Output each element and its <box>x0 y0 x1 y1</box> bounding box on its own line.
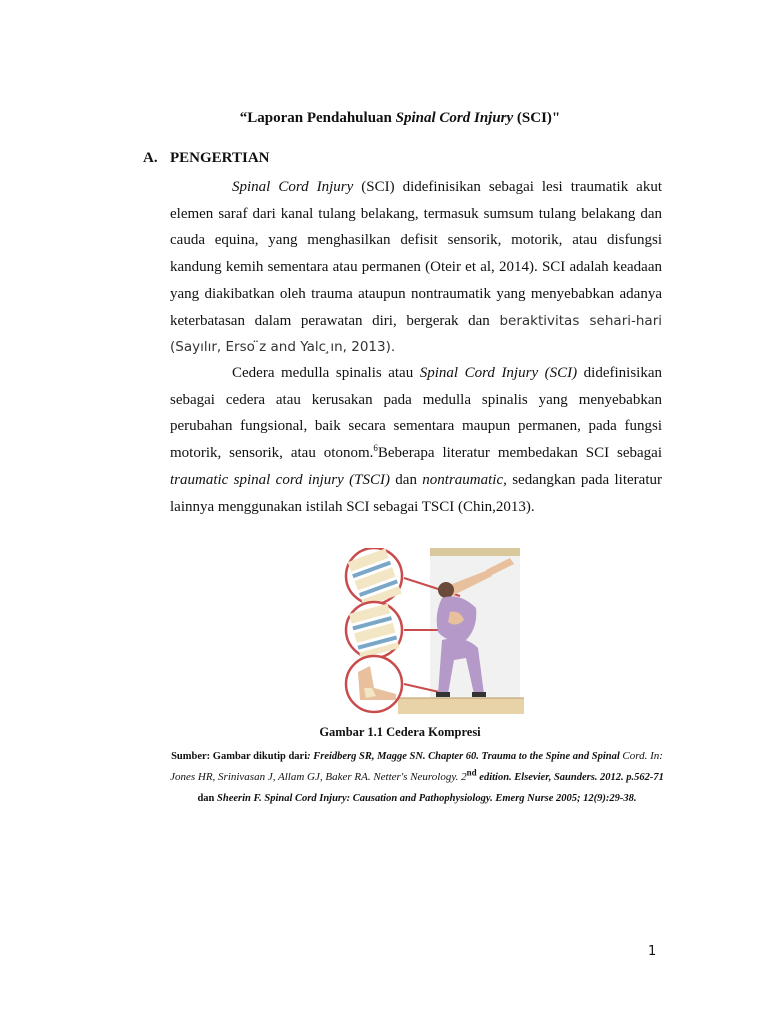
section-title: PENGERTIAN <box>170 150 270 166</box>
figure-source <box>168 746 666 809</box>
p2-text-b: didefinisikan sebagai cedera atau kerusakan pada medulla spinalis yang menyebabkan perubahan fungsional, baik secara sementara maupun permanen, pada fungsi motorik, sensorik, atau otonom. <box>170 365 662 462</box>
foot-circle-bottom <box>346 656 402 712</box>
page-number: 1 <box>648 944 657 959</box>
source-ref-1b: Cord. In: Jones HR, Srinivasan J, Allam GJ, Baker RA. Netter's Neurology. 2 <box>170 750 663 783</box>
title-text: “Laporan Pendahuluan <box>239 110 396 126</box>
p2-italic-tsci: traumatic spinal cord injury (TSCI) <box>170 471 390 488</box>
edition-superscript: nd <box>466 767 477 778</box>
floor <box>398 698 524 714</box>
footnote-ref: 6 <box>373 443 378 454</box>
source-ref-1c: edition. Elsevier, Saunders. 2012. p.562-71 <box>476 772 664 783</box>
source-label: Sumber: Gambar dikutip dari <box>171 751 308 762</box>
p1-citation: beraktivitas sehari-hari (Sayılır, Erso ̈z and Yalc ̧ın, 2013). <box>170 312 662 356</box>
source-connector: dan <box>197 793 218 804</box>
p2-italic-nontraumatic: nontraumatic <box>422 471 504 488</box>
source-ref-1a: : Freidberg SR, Magge SN. Chapter 60. Trauma to the Spine and Spinal <box>307 751 623 762</box>
figure-caption: Gambar 1.1 Cedera Kompresi <box>319 725 481 739</box>
vertebra-circle-middle <box>346 602 402 658</box>
title-italic: Spinal Cord Injury <box>395 110 514 126</box>
document-title <box>0 110 768 127</box>
paragraph-1 <box>170 174 662 361</box>
section-heading <box>143 150 270 167</box>
p1-italic-term: Spinal Cord Injury <box>232 179 354 195</box>
source-ref-2: Sheerin F. Spinal Cord Injury: Causation and Pathophysiology. Emerg Nurse 2005; 12(9):29-38. <box>217 793 637 804</box>
p2-text-e: , sedangkan pada literatur lainnya menggunakan istilah SCI sebagai TSCI (Chin,2013). <box>170 471 662 515</box>
p2-text-c: Beberapa literatur membedakan SCI sebagai <box>377 445 662 462</box>
paragraph-2 <box>170 360 662 520</box>
title-suffix: (SCI)" <box>513 110 561 126</box>
p2-text-a: Cedera medulla spinalis atau <box>232 365 420 381</box>
p1-text: (SCI) didefinisikan sebagai lesi traumatik akut elemen saraf dari kanal tulang belakang, termasuk sumsum tulang belakang dan cauda equina, yang menghasilkan defisit sensorik, motorik, atau disfungsi kandung kemih sementara atau permanen (Oteir et al, 2014). SCI adalah keadaan yang diakibatkan oleh trauma ataupun nontraumatik yang menyebabkan adanya keterbatasan dalam perawatan diri, bergerak dan <box>170 179 663 329</box>
section-letter: A. <box>143 150 158 166</box>
p2-italic-term: Spinal Cord Injury (SCI) <box>419 365 578 381</box>
p2-text-d: dan <box>389 471 423 488</box>
compression-injury-illustration <box>338 548 524 714</box>
